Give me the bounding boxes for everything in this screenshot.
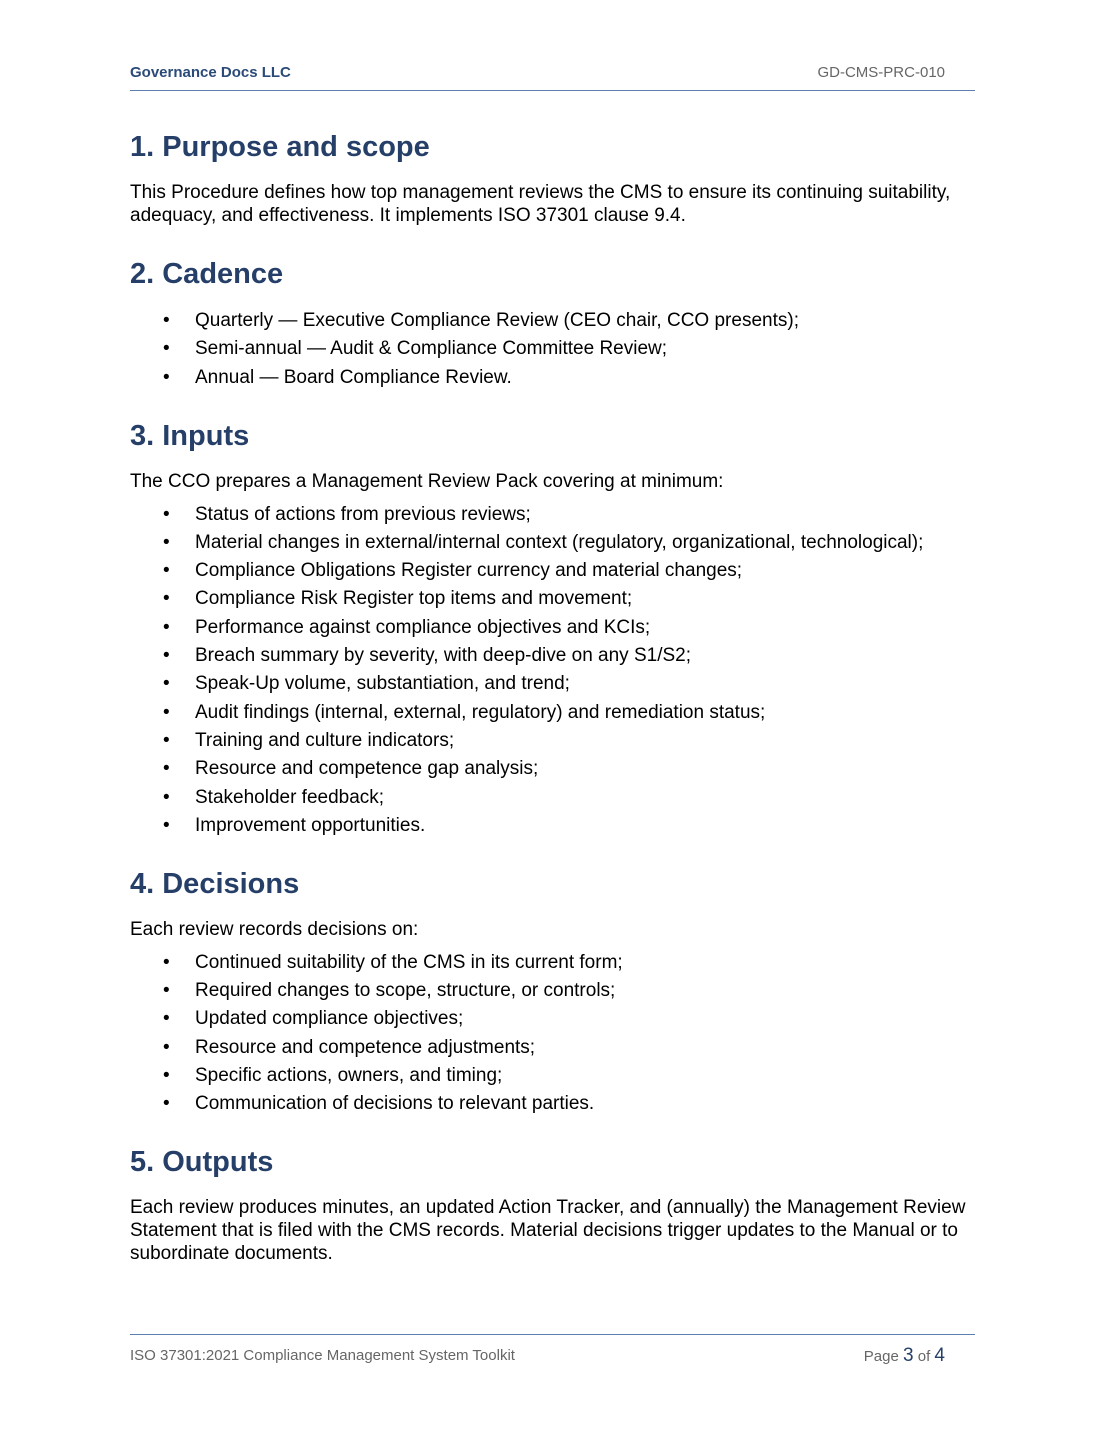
list-item <box>130 672 975 695</box>
list-item <box>130 531 975 554</box>
list-item-text: Resource and competence gap analysis; <box>195 758 539 780</box>
bullet-glyph: • <box>163 310 170 331</box>
bullet-glyph: • <box>163 503 170 525</box>
bullet-glyph: • <box>163 786 170 808</box>
list-item-text: Continued suitability of the CMS in its current form; <box>195 951 623 973</box>
company-name: Governance Docs LLC <box>130 64 291 81</box>
bullet-glyph: • <box>163 616 170 638</box>
section-paragraph: This Procedure defines how top management reviews the CMS to ensure its continuing suitability, adequacy, and effectiveness. It implements ISO 37301 clause 9.4. <box>130 182 951 226</box>
page-number <box>864 1345 945 1367</box>
list-item <box>130 951 975 974</box>
bullet-glyph: • <box>163 645 170 667</box>
list-item <box>130 1092 975 1115</box>
list-item <box>130 729 975 752</box>
list-item-text: Improvement opportunities. <box>195 814 426 836</box>
bullet-glyph: • <box>163 531 170 553</box>
section-cadence <box>130 255 975 389</box>
list-item <box>130 757 975 780</box>
section-heading: 5. Outputs <box>130 1146 274 1179</box>
bullet-glyph: • <box>163 701 170 723</box>
list-item-text: Material changes in external/internal context (regulatory, organizational, technological); <box>195 531 924 553</box>
list-item <box>130 644 975 667</box>
bullet-glyph: • <box>163 366 170 388</box>
bullet-glyph: • <box>163 1036 170 1058</box>
page-header <box>130 64 945 84</box>
document-page <box>130 0 975 1430</box>
list-item-text: Speak-Up volume, substantiation, and trend; <box>195 673 570 695</box>
bullet-glyph: • <box>163 338 170 360</box>
list-item-text: Resource and competence adjustments; <box>195 1036 536 1058</box>
bullet-glyph: • <box>163 1008 170 1030</box>
bullet-glyph: • <box>163 980 170 1002</box>
bullet-glyph: • <box>163 588 170 610</box>
of-label: of <box>917 1348 931 1365</box>
list-item <box>130 616 975 639</box>
bullet-glyph: • <box>163 951 170 973</box>
total-page-count: 4 <box>934 1345 945 1366</box>
bullet-list <box>130 503 975 837</box>
list-item-text: Training and culture indicators; <box>195 729 455 751</box>
section-paragraph: Each review produces minutes, an updated Action Tracker, and (annually) the Management Review Statement that is filed with the CMS records. Material decisions trigger updates to the Manual or to subordinate documents. <box>130 1197 966 1265</box>
list-item-text: Quarterly — Executive Compliance Review (CEO chair, CCO presents); <box>195 310 799 331</box>
section-heading: 4. Decisions <box>130 867 300 900</box>
list-item-text: Status of actions from previous reviews; <box>195 503 531 525</box>
section-purpose-and-scope <box>130 128 975 227</box>
list-item <box>130 786 975 809</box>
list-item <box>130 503 975 526</box>
current-page-number: 3 <box>902 1345 914 1366</box>
list-item <box>130 366 975 389</box>
section-heading: 2. Cadence <box>130 258 284 290</box>
list-item-text: Stakeholder feedback; <box>195 786 385 808</box>
list-item-text: Compliance Risk Register top items and movement; <box>195 588 633 610</box>
section-heading: 3. Inputs <box>130 419 250 452</box>
list-item <box>130 1064 975 1087</box>
list-item-text: Required changes to scope, structure, or controls; <box>195 980 616 1002</box>
list-item <box>130 979 975 1002</box>
section-decisions <box>130 865 975 1115</box>
section-intro: The CCO prepares a Management Review Pack covering at minimum: <box>130 470 724 492</box>
list-item-text: Semi-annual — Audit & Compliance Committee Review; <box>195 338 668 360</box>
list-item-text: Updated compliance objectives; <box>195 1008 464 1030</box>
section-outputs <box>130 1143 975 1265</box>
list-item <box>130 1007 975 1030</box>
list-item <box>130 337 975 360</box>
section-heading: 1. Purpose and scope <box>130 131 430 163</box>
bullet-glyph: • <box>163 758 170 780</box>
section-intro: Each review records decisions on: <box>130 918 419 940</box>
bullet-glyph: • <box>163 729 170 751</box>
list-item-text: Annual — Board Compliance Review. <box>195 366 512 388</box>
header-divider <box>130 90 975 91</box>
list-item-text: Communication of decisions to relevant parties. <box>195 1093 595 1115</box>
bullet-glyph: • <box>163 560 170 582</box>
bullet-glyph: • <box>163 814 170 836</box>
toolkit-title: ISO 37301:2021 Compliance Management System Toolkit <box>130 1347 515 1364</box>
list-item-text: Specific actions, owners, and timing; <box>195 1065 503 1087</box>
bullet-glyph: • <box>163 673 170 695</box>
document-body <box>130 128 975 1265</box>
list-item <box>130 1036 975 1059</box>
list-item-text: Audit findings (internal, external, regulatory) and remediation status; <box>195 701 766 723</box>
document-id: GD-CMS-PRC-010 <box>817 64 945 81</box>
list-item <box>130 701 975 724</box>
list-item-text: Breach summary by severity, with deep-dive on any S1/S2; <box>195 645 691 667</box>
section-inputs <box>130 417 975 837</box>
list-item <box>130 587 975 610</box>
bullet-list <box>130 951 975 1115</box>
list-item <box>130 814 975 837</box>
page-label: Page <box>863 1348 899 1365</box>
list-item <box>130 309 975 332</box>
footer-divider <box>130 1334 975 1335</box>
bullet-glyph: • <box>163 1093 170 1115</box>
list-item <box>130 559 975 582</box>
list-item-text: Compliance Obligations Register currency and material changes; <box>195 560 743 582</box>
page-footer <box>130 1345 945 1367</box>
list-item-text: Performance against compliance objectives and KCIs; <box>195 616 651 638</box>
bullet-list <box>130 309 975 389</box>
bullet-glyph: • <box>163 1065 170 1087</box>
